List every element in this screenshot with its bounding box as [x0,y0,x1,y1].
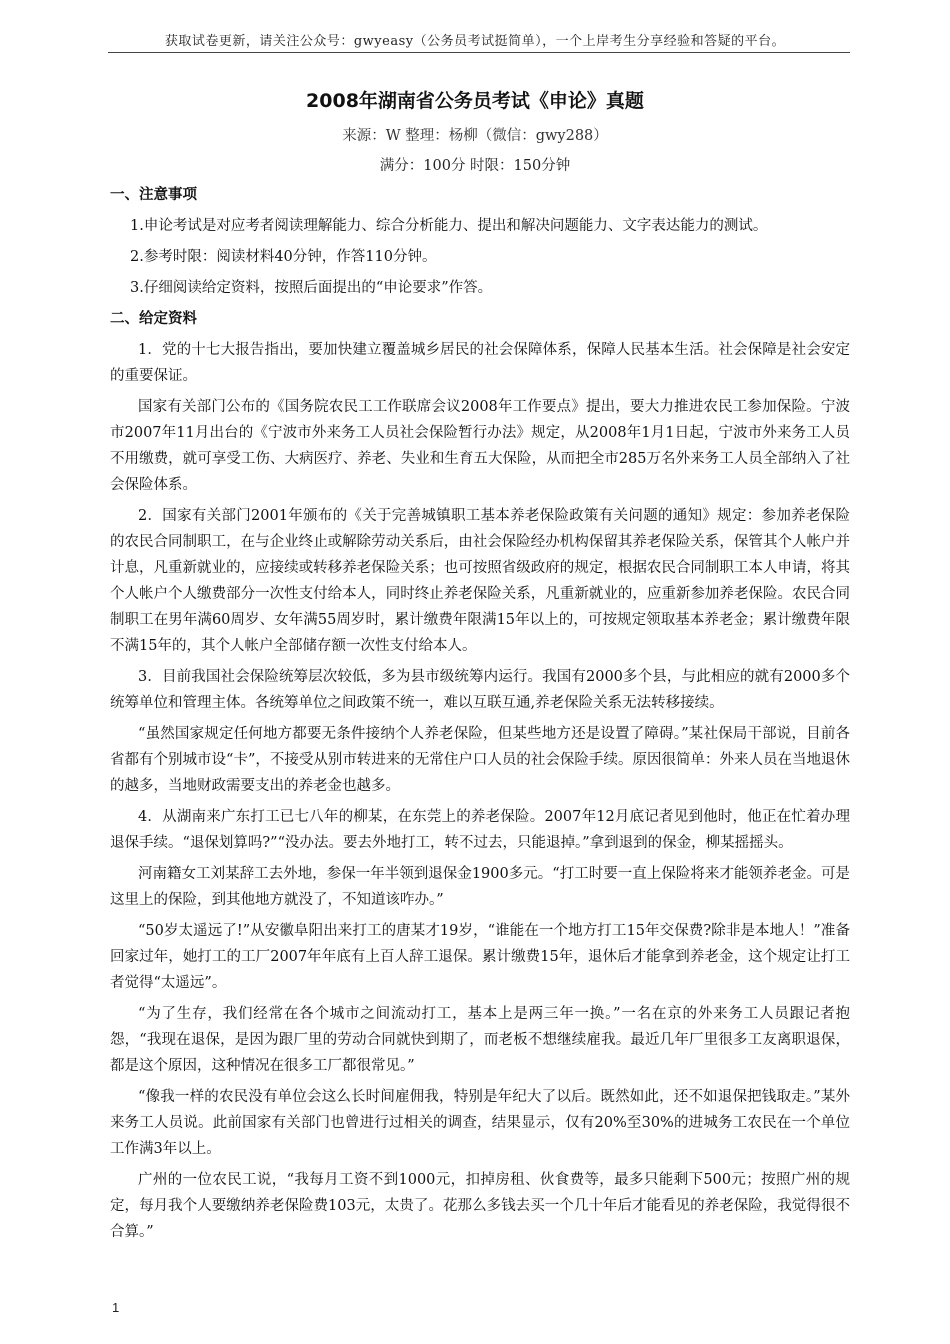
material-paragraph: “像我一样的农民没有单位会这么长时间雇佣我，特别是年纪大了以后。既然如此，还不如退保把钱取走。”某外来务工人员说。此前国家有关部门也曾进行过相关的调查，结果显示，仅有20%至30%的进城务工农民在一个单位工作满3年以上。 [110,1089,850,1157]
material-paragraph: 国家有关部门公布的《国务院农民工工作联席会议2008年工作要点》提出，要大力推进农民工参加保险。宁波市2007年11月出台的《宁波市外来务工人员社会保险暂行办法》规定，从2008年1月1日起，宁波市外来务工人员不用缴费，就可享受工伤、大病医疗、养老、失业和生育五大保险，从而把全市285万名外来务工人员全部纳入了社会保险体系。 [110,399,850,493]
material-paragraph: “虽然国家规定任何地方都要无条件接纳个人养老保险，但某些地方还是设置了障碍。”某社保局干部说，目前各省都有个别城市设“卡”，不接受从别市转进来的无常住户口人员的社会保险手续。原因很简单：外来人员在当地退休的越多，当地财政需要支出的养老金也越多。 [110,726,850,794]
section-heading-notice: 一、注意事项 [110,187,197,203]
material-paragraph: 1．党的十七大报告指出，要加快建立覆盖城乡居民的社会保障体系，保障人民基本生活。社会保障是社会安定的重要保证。 [110,342,850,384]
document-body [110,182,850,1250]
notice-item: 2.参考时限：阅读材料40分钟，作答110分钟。 [130,249,437,265]
score-time-line: 满分：100分 时限：150分钟 [379,158,571,174]
notice-item: 1.申论考试是对应考者阅读理解能力、综合分析能力、提出和解决问题能力、文字表达能力的测试。 [130,218,768,234]
material-paragraph: 4．从湖南来广东打工已七八年的柳某，在东莞上的养老保险。2007年12月底记者见到他时，他正在忙着办理退保手续。“退保划算吗?”“没办法。要去外地打工，转不过去，只能退掉。”拿到退到的保金，柳某摇摇头。 [110,809,850,851]
notice-item: 3.仔细阅读给定资料，按照后面提出的“申论要求”作答。 [130,280,493,296]
material-paragraph: 河南籍女工刘某辞工去外地，参保一年半领到退保金1900多元。“打工时要一直上保险将来才能领养老金。可是这里上的保险，到其他地方就没了，不知道该咋办。” [110,866,850,908]
section-heading-materials: 二、给定资料 [110,311,197,327]
material-paragraph: “50岁太遥远了!”从安徽阜阳出来打工的唐某才19岁，“谁能在一个地方打工15年交保费?除非是本地人！”准备回家过年，她打工的工厂2007年年底有上百人辞工退保。累计缴费15年，退休后才能拿到养老金，这个规定让打工者觉得“太遥远”。 [110,923,850,991]
material-paragraph: “为了生存，我们经常在各个城市之间流动打工，基本上是两三年一换。”一名在京的外来务工人员跟记者抱怨，“我现在退保，是因为跟厂里的劳动合同就快到期了，而老板不想继续雇我。最近几年厂里很多工友离职退保，都是这个原因，这种情况在很多工厂都很常见。” [110,1006,850,1074]
header-note: 获取试卷更新，请关注公众号：gwyeasy（公务员考试挺简单），一个上岸考生分享经验和答疑的平台。 [164,34,786,49]
source-line: 来源：W 整理：杨柳（微信：gwy288） [342,128,608,144]
document-title: 2008年湖南省公务员考试《申论》真题 [306,90,644,112]
header-divider [108,52,850,53]
material-paragraph: 2．国家有关部门2001年颁布的《关于完善城镇职工基本养老保险政策有关问题的通知》规定：参加养老保险的农民合同制职工，在与企业终止或解除劳动关系后，由社会保险经办机构保留其养老保险关系，保管其个人帐户并计息，凡重新就业的，应接续或转移养老保险关系；也可按照省级政府的规定，根据农民合同制职工本人申请，将其个人帐户个人缴费部分一次性支付给本人，同时终止养老保险关系，凡重新就业的，应重新参加养老保险。农民合同制职工在男年满60周岁、女年满55周岁时，累计缴费年限满15年以上的，可按规定领取基本养老金；累计缴费年限不满15年的，其个人帐户全部储存额一次性支付给本人。 [110,508,850,654]
material-paragraph: 3．目前我国社会保险统筹层次较低，多为县市级统筹内运行。我国有2000多个县，与此相应的就有2000多个统筹单位和管理主体。各统筹单位之间政策不统一，难以互联互通,养老保险关系无法转移接续。 [110,669,850,711]
page-number: 1 [112,1300,120,1315]
material-paragraph: 广州的一位农民工说，“我每月工资不到1000元，扣掉房租、伙食费等，最多只能剩下500元；按照广州的规定，每月我个人要缴纳养老保险费103元，太贵了。花那么多钱去买一个几十年后才能看见的养老保险，我觉得很不合算。” [110,1172,850,1240]
